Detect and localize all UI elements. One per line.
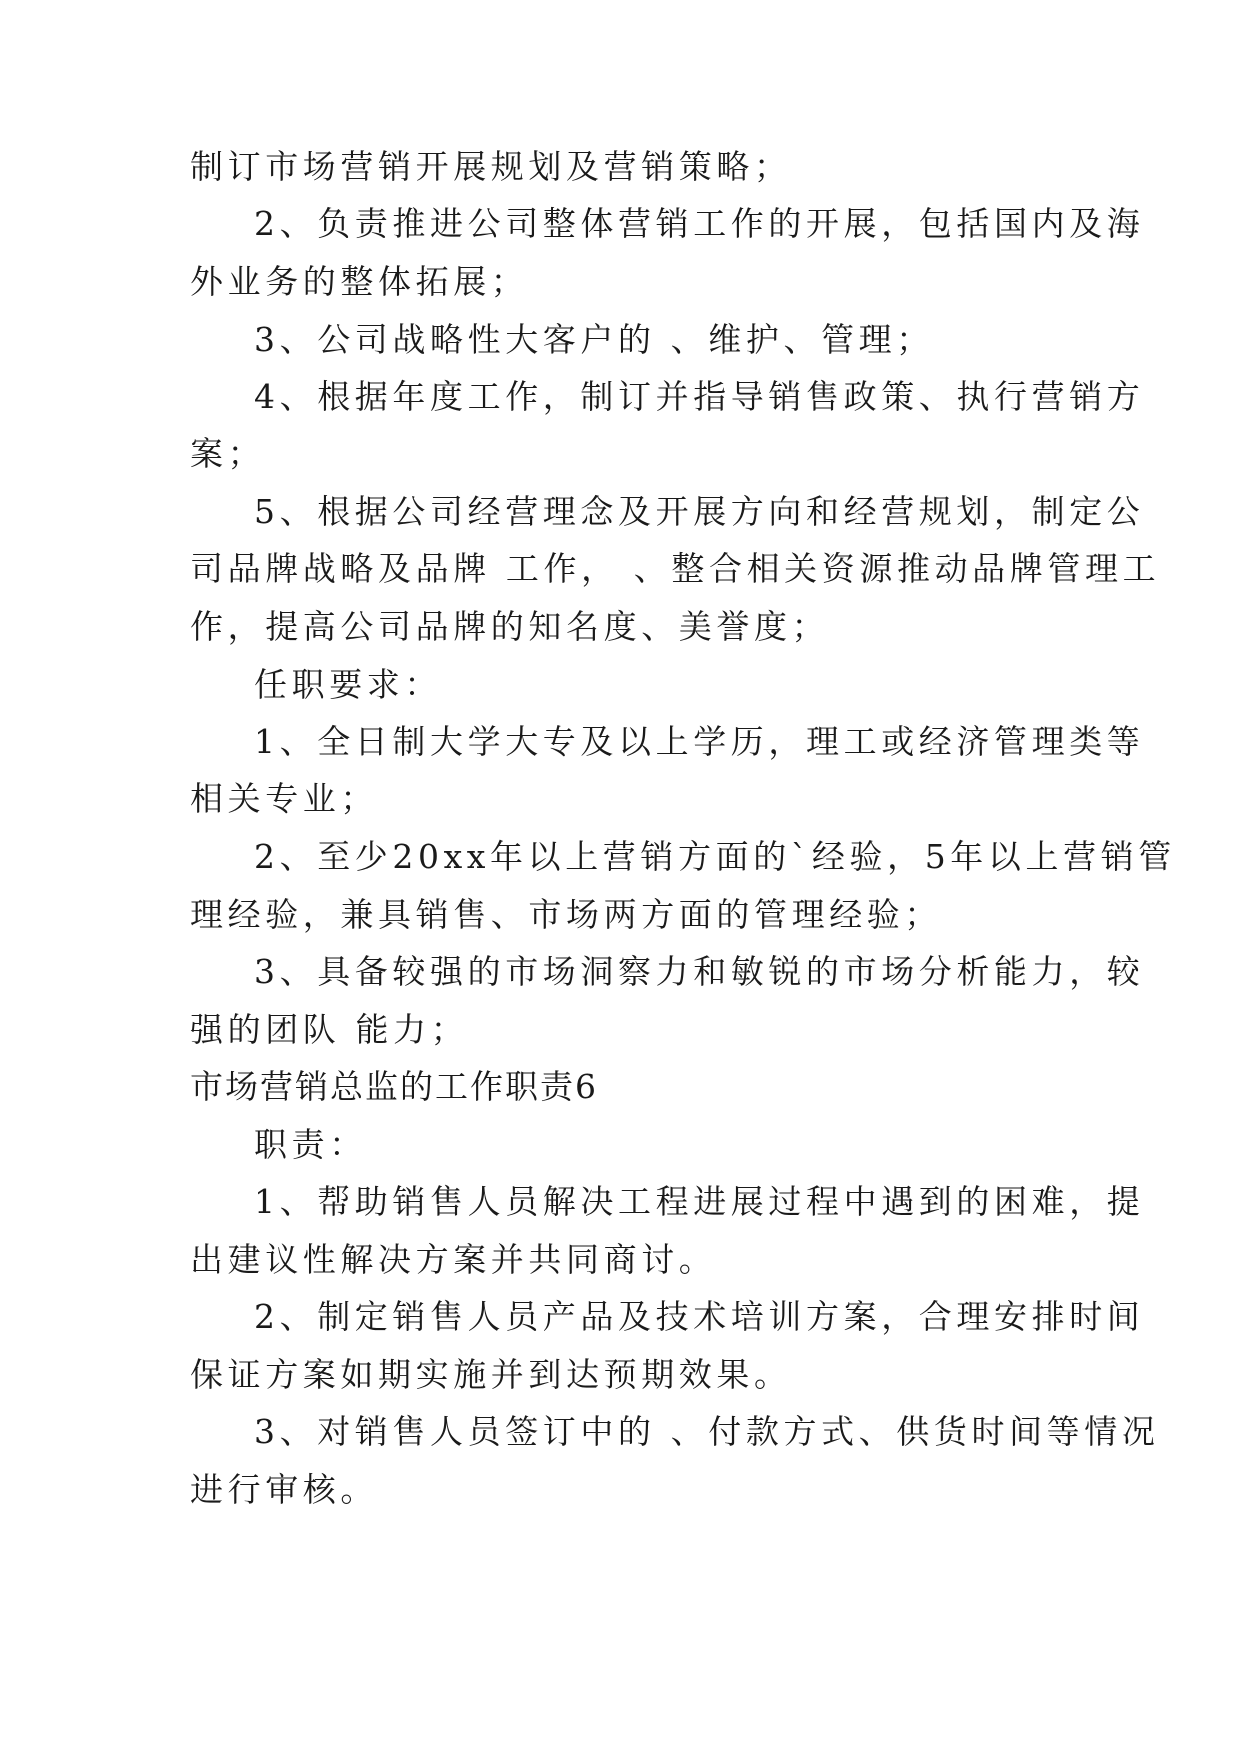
text-line: 司品牌战略及品牌 工作， 、整合相关资源推动品牌管理工 xyxy=(190,549,1161,588)
text-line: 4、根据年度工作，制订并指导销售政策、执行营销方 xyxy=(254,377,1145,416)
text-line: 案； xyxy=(190,434,266,473)
text-line: 3、公司战略性大客户的 、维护、管理； xyxy=(254,320,934,359)
text-line: 作，提高公司品牌的知名度、美誉度； xyxy=(190,607,830,646)
text-line: 2、负责推进公司整体营销工作的开展，包括国内及海 xyxy=(254,204,1145,243)
text-line: 相关专业； xyxy=(190,779,378,818)
text-line: 5、根据公司经营理念及开展方向和经营规划，制定公 xyxy=(254,492,1145,531)
section-heading: 职责： xyxy=(254,1125,367,1164)
text-line: 制订市场营销开展规划及营销策略； xyxy=(190,147,792,186)
text-line: 外业务的整体拓展； xyxy=(190,262,529,301)
text-line: 进行审核。 xyxy=(190,1470,378,1509)
text-line: 理经验，兼具销售、市场两方面的管理经验； xyxy=(190,895,942,934)
section-heading: 任职要求： xyxy=(254,665,442,704)
text-line: 3、对销售人员签订中的 、付款方式、供货时间等情况 xyxy=(254,1412,1160,1451)
text-line: 1、全日制大学大专及以上学历，理工或经济管理类等 xyxy=(254,722,1145,761)
text-line: 1、帮助销售人员解决工程进展过程中遇到的困难，提 xyxy=(254,1182,1145,1221)
text-line: 保证方案如期实施并到达预期效果。 xyxy=(190,1355,792,1394)
text-line: 出建议性解决方案并共同商讨。 xyxy=(190,1240,717,1279)
section-title: 市场营销总监的工作职责6 xyxy=(190,1067,598,1106)
text-line: 2、制定销售人员产品及技术培训方案，合理安排时间 xyxy=(254,1297,1145,1336)
text-line: 2、至少20xx年以上营销方面的`经验，5年以上营销管 xyxy=(254,837,1176,876)
text-line: 强的团队 能力； xyxy=(190,1010,469,1049)
text-line: 3、具备较强的市场洞察力和敏锐的市场分析能力，较 xyxy=(254,952,1145,991)
